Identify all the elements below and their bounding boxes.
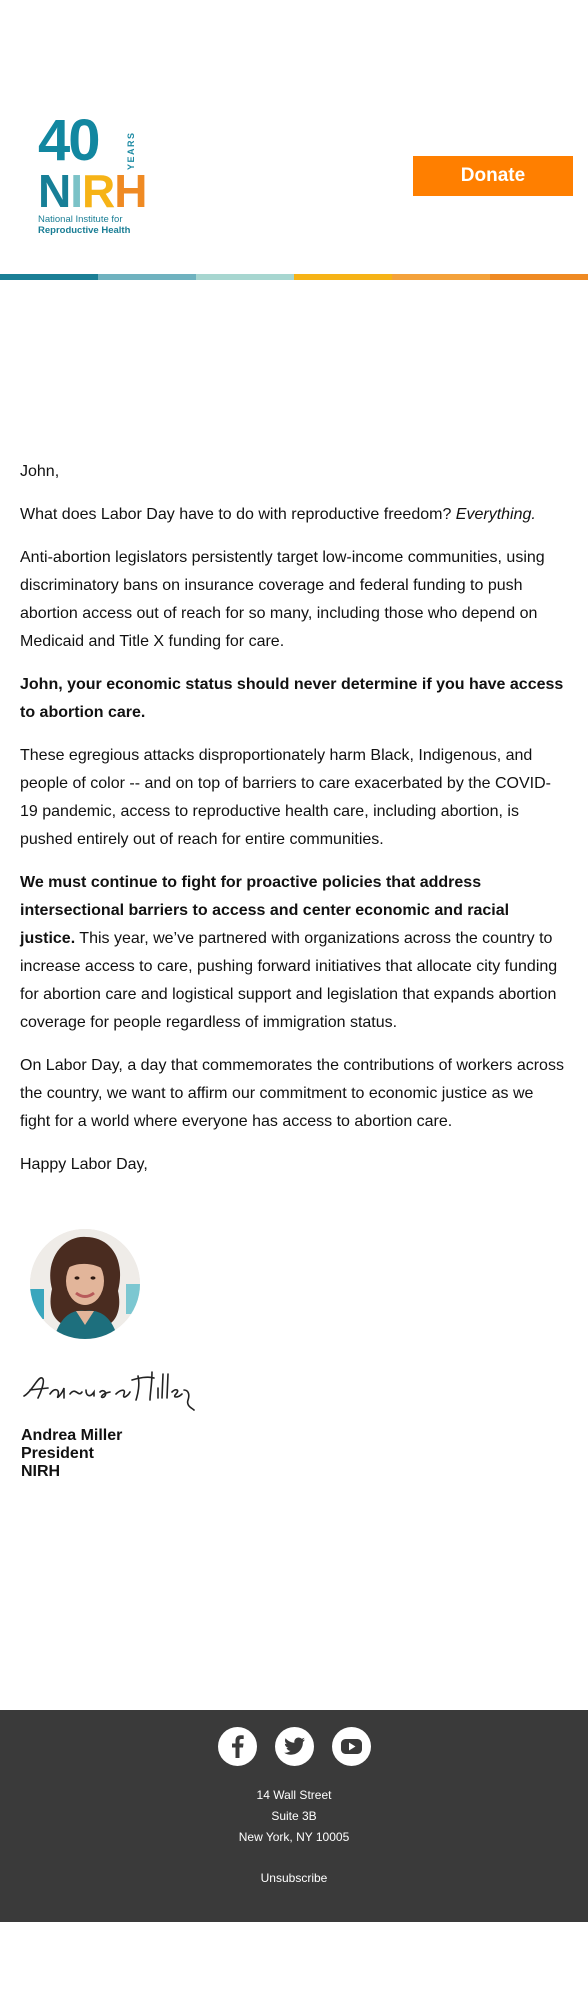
email-body: [20, 458, 568, 1194]
logo-subtitle-line1: National Institute for: [38, 214, 123, 225]
logo-letter-h: H: [114, 165, 147, 217]
nirh-logo[interactable]: [36, 108, 148, 236]
stripe-segment: [0, 274, 98, 280]
handwritten-signature: [20, 1364, 195, 1412]
paragraph-egregious-attacks: These egregious attacks disproportionately harm Black, Indigenous, and people of color -- and on top of barriers to care exacerbated by the COVID-19 pandemic, access to reproductive health care, including abortion, is pushed entirely out of reach for entire communities.: [20, 747, 551, 848]
signature-graphic: [20, 1364, 195, 1412]
closing-line: Happy Labor Day,: [20, 1156, 148, 1173]
facebook-link[interactable]: [218, 1727, 257, 1766]
donate-button[interactable]: Donate: [413, 156, 573, 196]
logo-letter-r: R: [82, 165, 115, 217]
stripe-segment: [294, 274, 392, 280]
social-links: [0, 1727, 588, 1766]
paragraph-economic-status-bold: John, your economic status should never determine if you have access to abortion care.: [20, 676, 564, 721]
unsubscribe-link[interactable]: Unsubscribe: [260, 1871, 328, 1885]
signer-title: President: [21, 1445, 94, 1462]
paragraph-labor-day: [20, 501, 568, 529]
signer-name: Andrea Miller: [21, 1427, 123, 1444]
president-photo: [30, 1229, 140, 1339]
paragraph-proactive-policies-text: This year, we’ve partnered with organizations across the country to increase access to care, pushing forward initiatives that allocate city funding for abortion care and logistical support and legislation that expands abortion coverage for people regardless of immigration status.: [20, 930, 558, 1031]
paragraph-labor-day-emphasis: Everything.: [455, 506, 536, 523]
address-city: New York, NY 10005: [238, 1830, 350, 1844]
signer-organization: NIRH: [21, 1463, 61, 1480]
paragraph-economic-status: [20, 671, 568, 727]
logo-years-label: YEARS: [126, 131, 136, 170]
facebook-icon: [218, 1727, 257, 1766]
logo-letter-i: I: [70, 165, 83, 217]
paragraph-proactive-policies: [20, 869, 568, 1037]
paragraph-legislators: Anti-abortion legislators persistently target low-income communities, using discriminatory bans on insurance coverage and federal funding to push abortion access out of reach for so many, including those who depend on Medicaid and Title X funding for care.: [20, 549, 545, 650]
paragraph-labor-day-text: What does Labor Day have to do with reproductive freedom?: [20, 506, 456, 523]
greeting: John,: [20, 463, 60, 480]
portrait-image: [30, 1229, 140, 1339]
stripe-segment: [392, 274, 490, 280]
stripe-segment: [196, 274, 294, 280]
mailing-address: [0, 1785, 588, 1848]
address-street: 14 Wall Street: [256, 1788, 332, 1802]
header-color-stripe: [0, 274, 588, 280]
stripe-segment: [98, 274, 196, 280]
email-footer: [0, 1710, 588, 1922]
paragraph-proactive-policies-bold: We must continue to fight for proactive policies that address intersectional barriers to access and center economic and racial justice.: [20, 874, 510, 947]
logo-wordmark: [38, 165, 147, 217]
stripe-segment: [490, 274, 588, 280]
youtube-link[interactable]: [332, 1727, 371, 1766]
paragraph-commitment: On Labor Day, a day that commemorates the contributions of workers across the country, we want to affirm our commitment to economic justice as we fight for a world where everyone has access to abortion care.: [20, 1057, 564, 1130]
email-header: [0, 0, 588, 276]
address-suite: Suite 3B: [271, 1809, 317, 1823]
logo-subtitle-line2: Reproductive Health: [38, 225, 131, 236]
signature-block: [21, 1427, 122, 1481]
logo-letter-n: N: [38, 165, 71, 217]
twitter-link[interactable]: [275, 1727, 314, 1766]
logo-anniversary-number: 40: [38, 108, 99, 173]
twitter-icon: [275, 1727, 314, 1766]
youtube-icon: [332, 1727, 371, 1766]
